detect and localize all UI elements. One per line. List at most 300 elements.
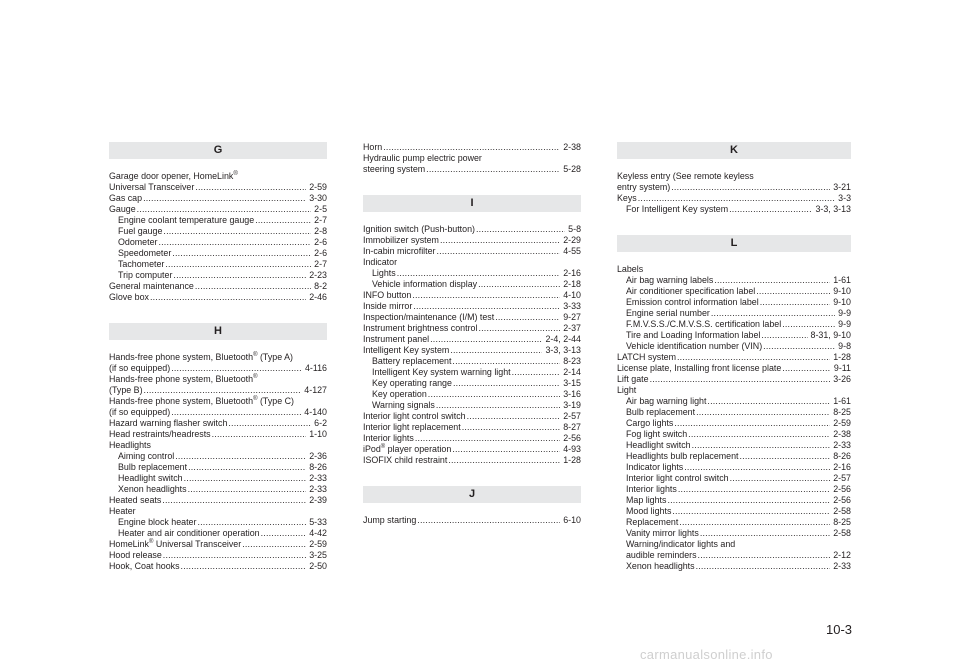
dot-leader xyxy=(430,334,542,345)
entry-label: Intelligent Key system xyxy=(363,345,450,355)
index-entry xyxy=(109,204,327,215)
page-number: 10-3 xyxy=(826,622,853,637)
index-entry xyxy=(363,411,581,422)
dot-leader xyxy=(761,330,807,341)
entry-label: (Type B) xyxy=(109,385,143,395)
dot-leader xyxy=(478,279,560,290)
index-entry xyxy=(109,385,327,396)
dot-leader xyxy=(163,226,311,237)
dot-leader xyxy=(181,561,307,572)
entry-label: Odometer xyxy=(118,237,158,247)
entry-label: Hydraulic pump electric power xyxy=(363,153,482,163)
index-entry xyxy=(109,473,327,484)
entry-page-ref: 3-21 xyxy=(833,182,851,192)
entry-page-ref: 2-57 xyxy=(833,473,851,483)
index-entry xyxy=(617,182,851,193)
dot-leader xyxy=(512,367,561,378)
index-entry xyxy=(363,334,581,345)
dot-leader xyxy=(467,411,561,422)
entry-page-ref: 2-4, 2-44 xyxy=(545,334,581,344)
index-entry xyxy=(363,257,581,268)
dot-leader xyxy=(729,204,812,215)
dot-leader xyxy=(452,356,560,367)
entry-page-ref: 2-33 xyxy=(833,440,851,450)
entry-page-ref: 8-2 xyxy=(314,281,327,291)
entry-page-ref: 3-25 xyxy=(309,550,327,560)
entry-page-ref: 1-10 xyxy=(309,429,327,439)
entry-page-ref: 2-37 xyxy=(563,323,581,333)
index-entry xyxy=(109,259,327,270)
entry-label: Heater and air conditioner operation xyxy=(118,528,260,538)
dot-leader xyxy=(415,433,560,444)
dot-leader xyxy=(173,270,306,281)
index-entry xyxy=(363,153,581,164)
index-entry xyxy=(617,330,851,341)
entry-page-ref: 9-9 xyxy=(838,308,851,318)
dot-leader xyxy=(696,561,831,572)
entry-label: Lights xyxy=(372,268,396,278)
dot-leader xyxy=(679,517,830,528)
dot-leader xyxy=(714,275,830,286)
dot-leader xyxy=(171,407,301,418)
entry-label: Headlights xyxy=(109,440,151,450)
dot-leader xyxy=(700,528,830,539)
dot-leader xyxy=(782,319,835,330)
index-entry xyxy=(363,515,581,526)
entry-page-ref: 3-30 xyxy=(309,193,327,203)
dot-leader xyxy=(672,506,830,517)
dot-leader xyxy=(150,292,306,303)
dot-leader xyxy=(698,550,831,561)
entry-label: F.M.V.S.S./C.M.V.S.S. certification label xyxy=(626,319,782,329)
index-entry xyxy=(109,270,327,281)
entry-page-ref: 8-31, 9-10 xyxy=(810,330,851,340)
entry-label: Keyless entry (See remote keyless xyxy=(617,171,754,181)
index-entry xyxy=(363,455,581,466)
index-entry xyxy=(109,506,327,517)
entry-label: Trip computer xyxy=(118,270,173,280)
entry-label: Lift gate xyxy=(617,374,649,384)
dot-leader xyxy=(692,440,831,451)
entry-label: Battery replacement xyxy=(372,356,452,366)
entry-label: In-cabin microfilter xyxy=(363,246,436,256)
dot-leader xyxy=(197,517,306,528)
entry-page-ref: 2-7 xyxy=(314,259,327,269)
entry-page-ref: 2-58 xyxy=(833,506,851,516)
index-entry xyxy=(617,396,851,407)
entry-label: Intelligent Key system warning light xyxy=(372,367,511,377)
entry-page-ref: 8-25 xyxy=(833,517,851,527)
index-entry xyxy=(617,495,851,506)
index-entry xyxy=(109,550,327,561)
index-entry xyxy=(363,389,581,400)
entry-page-ref: 4-93 xyxy=(563,444,581,454)
entry-page-ref: 2-56 xyxy=(563,433,581,443)
entry-label: Emission control information label xyxy=(626,297,759,307)
entry-label: Horn xyxy=(363,142,383,152)
index-entry xyxy=(617,440,851,451)
index-entry xyxy=(363,345,581,356)
dot-leader xyxy=(450,345,542,356)
dot-leader xyxy=(242,539,306,550)
entry-page-ref: 8-25 xyxy=(833,407,851,417)
index-entry xyxy=(109,237,327,248)
entry-page-ref: 4-42 xyxy=(309,528,327,538)
entry-page-ref: 8-27 xyxy=(563,422,581,432)
entry-label: INFO button xyxy=(363,290,412,300)
entry-page-ref: 2-39 xyxy=(309,495,327,505)
index-entry xyxy=(617,193,851,204)
entry-label: Hands-free phone system, Bluetooth® (Type C) xyxy=(109,396,294,406)
index-entry xyxy=(363,356,581,367)
entry-page-ref: 2-46 xyxy=(309,292,327,302)
dot-leader xyxy=(453,378,560,389)
dot-leader xyxy=(707,396,830,407)
entry-label: Map lights xyxy=(626,495,667,505)
index-entry xyxy=(363,279,581,290)
entry-label: ISOFIX child restraint xyxy=(363,455,448,465)
index-entry xyxy=(109,451,327,462)
entry-page-ref: 2-33 xyxy=(833,561,851,571)
index-entry xyxy=(363,400,581,411)
entry-page-ref: 9-10 xyxy=(833,297,851,307)
index-entry xyxy=(617,561,851,572)
entry-page-ref: 5-28 xyxy=(563,164,581,174)
entry-label: Labels xyxy=(617,264,644,274)
dot-leader xyxy=(163,550,306,561)
entry-label: Hands-free phone system, Bluetooth® xyxy=(109,374,258,384)
index-entry xyxy=(109,363,327,374)
section-header-h: H xyxy=(109,323,327,340)
entry-page-ref: 5-8 xyxy=(568,224,581,234)
entry-label: Key operation xyxy=(372,389,427,399)
entry-label: Interior light replacement xyxy=(363,422,461,432)
dot-leader xyxy=(412,290,560,301)
index-entry xyxy=(617,484,851,495)
index-entry xyxy=(109,281,327,292)
entry-page-ref: 2-33 xyxy=(309,484,327,494)
entry-page-ref: 3-33 xyxy=(563,301,581,311)
entry-label: Light xyxy=(617,385,637,395)
entry-label: General maintenance xyxy=(109,281,194,291)
entry-page-ref: 2-29 xyxy=(563,235,581,245)
index-entry xyxy=(109,484,327,495)
index-column-3 xyxy=(617,142,851,572)
index-entry xyxy=(363,235,581,246)
entry-label: Engine coolant temperature gauge xyxy=(118,215,255,225)
entry-label: (if so equipped) xyxy=(109,407,171,417)
entry-label: Bulb replacement xyxy=(118,462,188,472)
index-entry xyxy=(109,374,327,385)
dot-leader xyxy=(462,422,561,433)
dot-leader xyxy=(740,451,831,462)
section-header-g: G xyxy=(109,142,327,159)
index-entry xyxy=(109,418,327,429)
index-entry xyxy=(109,517,327,528)
index-entry xyxy=(363,323,581,334)
entry-page-ref: 6-2 xyxy=(314,418,327,428)
dot-leader xyxy=(711,308,835,319)
dot-leader xyxy=(195,281,311,292)
index-column-2 xyxy=(363,142,581,526)
entry-page-ref: 9-9 xyxy=(838,319,851,329)
dot-leader xyxy=(212,429,307,440)
dot-leader xyxy=(476,224,565,235)
dot-leader xyxy=(638,193,835,204)
index-entry xyxy=(617,418,851,429)
dot-leader xyxy=(437,246,561,257)
entry-label: Hook, Coat hooks xyxy=(109,561,180,571)
entry-page-ref: 9-8 xyxy=(838,341,851,351)
entry-page-ref: 2-33 xyxy=(309,473,327,483)
entry-page-ref: 4-116 xyxy=(304,363,327,373)
dot-leader xyxy=(171,363,302,374)
index-entry xyxy=(109,352,327,363)
dot-leader xyxy=(188,462,306,473)
entry-label: Indicator xyxy=(363,257,398,267)
index-entry xyxy=(617,374,851,385)
entry-label: Hands-free phone system, Bluetooth® (Type A) xyxy=(109,352,293,362)
registered-mark: ® xyxy=(253,374,258,381)
entry-label: entry system) xyxy=(617,182,671,192)
entry-page-ref: 3-19 xyxy=(563,400,581,410)
index-entry xyxy=(109,495,327,506)
entry-label: Warning/indicator lights and xyxy=(626,539,736,549)
entry-label: Headlights bulb replacement xyxy=(626,451,739,461)
index-entry xyxy=(363,246,581,257)
dot-leader xyxy=(228,418,311,429)
index-entry xyxy=(109,407,327,418)
entry-label: iPod® player operation xyxy=(363,444,452,454)
entry-page-ref: 2-7 xyxy=(314,215,327,225)
index-entry xyxy=(109,396,327,407)
entry-page-ref: 3-16 xyxy=(563,389,581,399)
entry-page-ref: 4-55 xyxy=(563,246,581,256)
entry-label: Interior lights xyxy=(626,484,677,494)
index-entry xyxy=(363,268,581,279)
entry-page-ref: 2-57 xyxy=(563,411,581,421)
index-column-1 xyxy=(109,142,327,572)
entry-label: Heater xyxy=(109,506,136,516)
registered-mark: ® xyxy=(148,539,154,546)
dot-leader xyxy=(448,455,560,466)
index-entry xyxy=(363,444,581,455)
section-header-j: J xyxy=(363,486,581,503)
dot-leader xyxy=(413,301,560,312)
dot-leader xyxy=(730,473,831,484)
registered-mark: ® xyxy=(380,444,386,451)
dot-leader xyxy=(195,182,306,193)
dot-leader xyxy=(261,528,307,539)
dot-leader xyxy=(696,407,830,418)
entry-label: Universal Transceiver xyxy=(109,182,195,192)
entry-page-ref: 2-5 xyxy=(314,204,327,214)
entry-page-ref: 3-3 xyxy=(838,193,851,203)
entry-label: Headlight switch xyxy=(118,473,183,483)
entry-label: Fog light switch xyxy=(626,429,688,439)
entry-label: Air bag warning light xyxy=(626,396,707,406)
entry-label: Engine block heater xyxy=(118,517,197,527)
entry-label: Key operating range xyxy=(372,378,452,388)
dot-leader xyxy=(255,215,311,226)
index-entry xyxy=(109,292,327,303)
entry-label: audible reminders xyxy=(626,550,697,560)
index-entry xyxy=(363,433,581,444)
entry-label: License plate, Installing front license plate xyxy=(617,363,782,373)
dot-leader xyxy=(495,312,560,323)
entry-label: Hood release xyxy=(109,550,162,560)
index-entry xyxy=(363,164,581,175)
index-entry xyxy=(617,319,851,330)
index-entry xyxy=(109,429,327,440)
entry-label: Xenon headlights xyxy=(118,484,187,494)
dot-leader xyxy=(165,259,311,270)
entry-label: For Intelligent Key system xyxy=(626,204,729,214)
entry-page-ref: 2-59 xyxy=(309,182,327,192)
dot-leader xyxy=(436,400,560,411)
entry-label: Headlight switch xyxy=(626,440,691,450)
dot-leader xyxy=(671,182,830,193)
entry-page-ref: 2-58 xyxy=(833,528,851,538)
index-entry xyxy=(109,561,327,572)
dot-leader xyxy=(688,429,830,440)
index-entry xyxy=(617,286,851,297)
dot-leader xyxy=(756,286,830,297)
dot-leader xyxy=(397,268,561,279)
entry-label: Engine serial number xyxy=(626,308,710,318)
entry-page-ref: 2-16 xyxy=(563,268,581,278)
entry-label: (if so equipped) xyxy=(109,363,171,373)
entry-label: Vehicle information display xyxy=(372,279,478,289)
entry-page-ref: 8-26 xyxy=(309,462,327,472)
dot-leader xyxy=(175,451,306,462)
entry-label: Jump starting xyxy=(363,515,417,525)
index-entry xyxy=(617,363,851,374)
dot-leader xyxy=(674,418,830,429)
index-entry xyxy=(617,451,851,462)
entry-label: Cargo lights xyxy=(626,418,674,428)
registered-mark: ® xyxy=(253,352,258,359)
entry-label: Inside mirror xyxy=(363,301,413,311)
index-entry xyxy=(109,171,327,182)
entry-label: Keys xyxy=(617,193,637,203)
entry-label: Ignition switch (Push-button) xyxy=(363,224,475,234)
dot-leader xyxy=(763,341,835,352)
index-entry xyxy=(363,224,581,235)
entry-page-ref: 9-10 xyxy=(833,286,851,296)
index-entry xyxy=(109,440,327,451)
index-entry xyxy=(109,215,327,226)
entry-label: Head restraints/headrests xyxy=(109,429,211,439)
dot-leader xyxy=(452,444,560,455)
entry-label: Xenon headlights xyxy=(626,561,695,571)
entry-page-ref: 6-10 xyxy=(563,515,581,525)
entry-label: Vehicle identification number (VIN) xyxy=(626,341,763,351)
entry-page-ref: 5-33 xyxy=(309,517,327,527)
entry-label: Instrument brightness control xyxy=(363,323,478,333)
entry-page-ref: 2-12 xyxy=(833,550,851,560)
entry-label: Warning signals xyxy=(372,400,435,410)
index-entry xyxy=(617,517,851,528)
entry-page-ref: 2-36 xyxy=(309,451,327,461)
index-entry xyxy=(109,193,327,204)
entry-page-ref: 3-15 xyxy=(563,378,581,388)
entry-page-ref: 8-26 xyxy=(833,451,851,461)
entry-page-ref: 2-59 xyxy=(833,418,851,428)
index-entry xyxy=(363,142,581,153)
dot-leader xyxy=(760,297,831,308)
entry-label: Interior lights xyxy=(363,433,414,443)
entry-page-ref: 2-18 xyxy=(563,279,581,289)
dot-leader xyxy=(650,374,831,385)
entry-page-ref: 2-16 xyxy=(833,462,851,472)
index-entry xyxy=(109,539,327,550)
entry-label: Heated seats xyxy=(109,495,162,505)
entry-label: Immobilizer system xyxy=(363,235,439,245)
dot-leader xyxy=(417,515,560,526)
entry-page-ref: 3-3, 3-13 xyxy=(815,204,851,214)
entry-page-ref: 2-56 xyxy=(833,495,851,505)
entry-label: Hazard warning flasher switch xyxy=(109,418,228,428)
index-entry xyxy=(617,264,851,275)
entry-page-ref: 2-14 xyxy=(563,367,581,377)
index-entry xyxy=(363,378,581,389)
entry-label: LATCH system xyxy=(617,352,677,362)
entry-label: Tire and Loading Information label xyxy=(626,330,761,340)
entry-page-ref: 2-6 xyxy=(314,237,327,247)
entry-page-ref: 2-56 xyxy=(833,484,851,494)
dot-leader xyxy=(667,495,830,506)
index-entry xyxy=(617,539,851,550)
entry-page-ref: 2-23 xyxy=(309,270,327,280)
section-header-l: L xyxy=(617,235,851,252)
entry-page-ref: 3-3, 3-13 xyxy=(545,345,581,355)
index-entry xyxy=(617,204,851,215)
entry-label: Vanity mirror lights xyxy=(626,528,699,538)
entry-label: Air bag warning labels xyxy=(626,275,714,285)
dot-leader xyxy=(428,389,560,400)
dot-leader xyxy=(383,142,560,153)
entry-label: Gas cap xyxy=(109,193,143,203)
registered-mark: ® xyxy=(233,171,238,178)
entry-label: Glove box xyxy=(109,292,149,302)
entry-label: steering system xyxy=(363,164,426,174)
dot-leader xyxy=(172,248,311,259)
index-entry xyxy=(617,506,851,517)
index-entry xyxy=(363,301,581,312)
dot-leader xyxy=(678,484,830,495)
entry-page-ref: 2-38 xyxy=(563,142,581,152)
dot-leader xyxy=(188,484,307,495)
entry-page-ref: 9-27 xyxy=(563,312,581,322)
dot-leader xyxy=(782,363,831,374)
index-entry xyxy=(617,429,851,440)
dot-leader xyxy=(158,237,311,248)
watermark: carmanualsonline.info xyxy=(640,647,773,662)
entry-label: Instrument panel xyxy=(363,334,430,344)
index-entry xyxy=(617,528,851,539)
dot-leader xyxy=(143,193,306,204)
entry-label: Fuel gauge xyxy=(118,226,163,236)
dot-leader xyxy=(478,323,560,334)
index-entry xyxy=(363,422,581,433)
index-entry xyxy=(363,290,581,301)
index-entry xyxy=(617,352,851,363)
index-entry xyxy=(617,473,851,484)
entry-page-ref: 2-59 xyxy=(309,539,327,549)
index-entry xyxy=(109,248,327,259)
entry-label: Interior light control switch xyxy=(363,411,466,421)
